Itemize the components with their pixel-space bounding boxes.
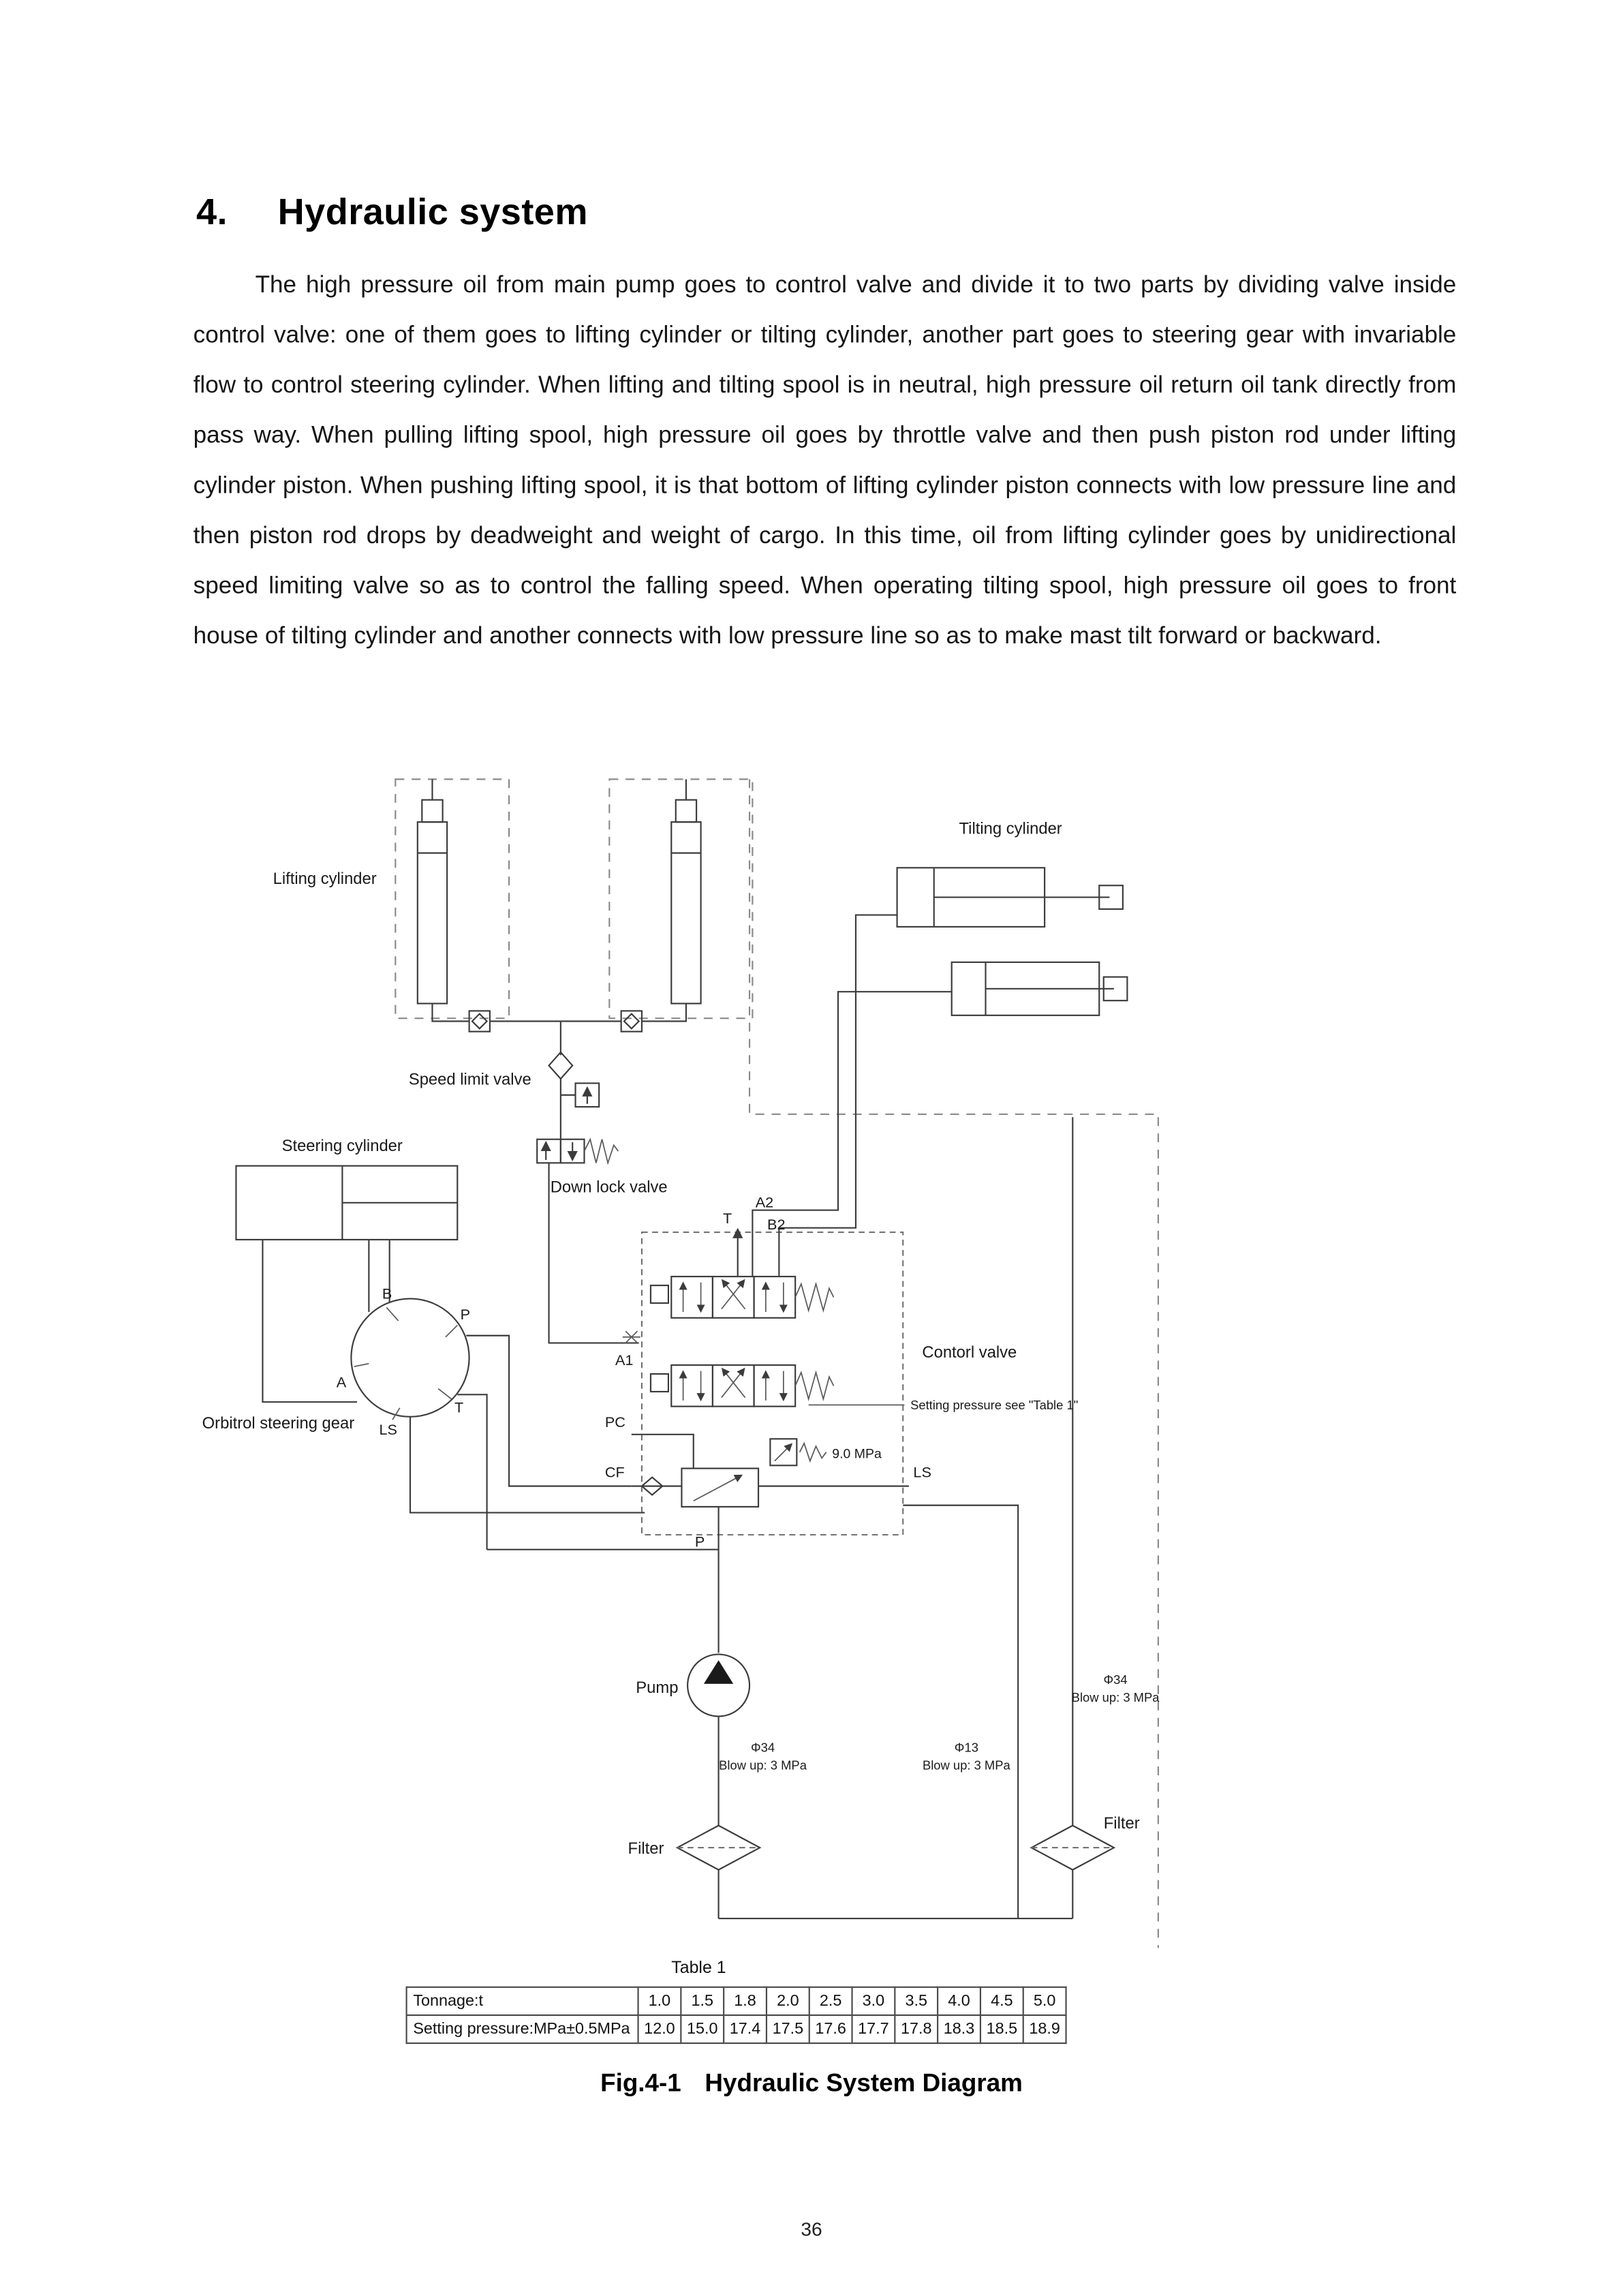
label-lifting-cylinder: Lifting cylinder xyxy=(273,870,377,889)
port-a1: A1 xyxy=(615,1351,634,1369)
annotation-blowup-left-dia: Φ34 xyxy=(750,1740,775,1755)
tonnage-cell: 2.5 xyxy=(809,1987,852,2015)
label-orbitrol-steering-gear: Orbitrol steering gear xyxy=(202,1414,355,1433)
down-lock-valve-symbol xyxy=(537,1139,640,1343)
label-relief-pressure: 9.0 MPa xyxy=(832,1446,882,1462)
annotation-blowup-left-text: Blow up: 3 MPa xyxy=(719,1758,807,1773)
tonnage-cell: 3.5 xyxy=(895,1987,938,2015)
tonnage-cell: 3.0 xyxy=(852,1987,895,2015)
annotation-blowup-return-text: Blow up: 3 MPa xyxy=(922,1758,1010,1773)
table-title: Table 1 xyxy=(671,1959,726,1978)
annotation-blowup-return-dia: Φ13 xyxy=(954,1740,978,1755)
port-b2: B2 xyxy=(767,1215,786,1233)
steering-cylinder-symbol xyxy=(236,1166,457,1402)
pressure-row-label: Setting pressure:MPa±0.5MPa xyxy=(407,2015,638,2043)
port-ls: LS xyxy=(379,1420,398,1438)
tonnage-cell: 4.0 xyxy=(938,1987,980,2015)
pressure-cell: 17.8 xyxy=(895,2015,938,2043)
filter-left-symbol xyxy=(677,1826,760,1918)
port-a2: A2 xyxy=(755,1193,774,1211)
pressure-cell: 18.9 xyxy=(1023,2015,1066,2043)
pressure-cell: 17.4 xyxy=(724,2015,767,2043)
pressure-row xyxy=(407,2015,1066,2043)
figure-number: Fig.4-1 xyxy=(600,2068,681,2098)
label-control-valve: Contorl valve xyxy=(922,1343,1017,1362)
annotation-blowup-right-text: Blow up: 3 MPa xyxy=(1071,1689,1160,1704)
label-down-lock-valve: Down lock valve xyxy=(550,1178,668,1197)
filter-right-symbol xyxy=(1032,1826,1114,1870)
settings-table xyxy=(405,1987,1066,2044)
page-title xyxy=(196,192,588,235)
plug-mark xyxy=(623,1331,640,1343)
hydraulic-diagram xyxy=(0,767,1623,1978)
label-filter-left: Filter xyxy=(628,1839,664,1858)
port-p: P xyxy=(460,1305,471,1323)
section-number: 4. xyxy=(196,192,228,234)
figure-title: Hydraulic System Diagram xyxy=(705,2068,1023,2098)
label-speed-limit-valve: Speed limit valve xyxy=(408,1070,531,1089)
tonnage-cell: 2.0 xyxy=(767,1987,809,2015)
tilting-cylinder-symbol xyxy=(752,868,1127,1276)
pump-symbol xyxy=(487,1507,749,1826)
tonnage-row-label: Tonnage:t xyxy=(407,1987,638,2015)
pressure-cell: 15.0 xyxy=(681,2015,724,2043)
port-a: A xyxy=(336,1373,347,1391)
annotation-blowup-right-dia: Φ34 xyxy=(1103,1672,1128,1687)
pressure-cell: 17.5 xyxy=(767,2015,809,2043)
label-pump: Pump xyxy=(636,1678,679,1697)
tonnage-cell: 1.0 xyxy=(638,1987,681,2015)
control-valve-symbol xyxy=(410,1231,909,1513)
tonnage-cell: 1.5 xyxy=(681,1987,724,2015)
tonnage-cell: 1.8 xyxy=(724,1987,767,2015)
port-cf: CF xyxy=(604,1463,625,1481)
port-pc: PC xyxy=(604,1413,625,1430)
pressure-cell: 18.5 xyxy=(980,2015,1023,2043)
speed-limit-valve-symbol xyxy=(549,1052,600,1139)
port-p-bottom: P xyxy=(694,1533,705,1550)
page-number: 36 xyxy=(801,2218,822,2241)
diagram-labels xyxy=(202,819,1160,1857)
tonnage-cell: 4.5 xyxy=(980,1987,1023,2015)
pressure-cell: 17.7 xyxy=(852,2015,895,2043)
tonnage-cell: 5.0 xyxy=(1023,1987,1066,2015)
label-tilting-cylinder: Tilting cylinder xyxy=(959,819,1062,838)
label-setting-pressure-note: Setting pressure see "Table 1" xyxy=(910,1398,1079,1413)
pressure-cell: 18.3 xyxy=(938,2015,980,2043)
return-lines xyxy=(719,1117,1073,1918)
label-filter-right: Filter xyxy=(1103,1813,1140,1833)
figure-caption xyxy=(0,2069,1623,2098)
section-title: Hydraulic system xyxy=(277,192,588,234)
diagram-svg xyxy=(0,767,1623,1978)
lifting-cylinder-symbol xyxy=(418,779,701,1055)
label-steering-cylinder: Steering cylinder xyxy=(281,1137,403,1156)
port-t: T xyxy=(454,1398,464,1416)
port-b: B xyxy=(382,1285,392,1302)
body-paragraph: The high pressure oil from main pump goes to control valve and divide it to two parts by dividing valve inside control valve: one of them goes to lifting cylinder or tilting cylinder, another part goes to steering gear with invariable flow to control steering cylinder. When lifting and tilting spool is in neutral, high pressure oil return oil tank directly from pass way. When pulling lifting spool, high pressure oil goes by throttle valve and then push piston rod under lifting cylinder piston. When pushing lifting spool, it is that bottom of lifting cylinder piston connects with low pressure line and then piston rod drops by deadweight and weight of cargo. In this time, oil from lifting cylinder goes by unidirectional speed limiting valve so as to control the falling speed. When operating tilting spool, high pressure oil goes to front house of tilting cylinder and another connects with low pressure line so as to make mast tilt forward or backward. xyxy=(193,271,1457,649)
boundary-dashes xyxy=(395,779,1158,1948)
pressure-cell: 17.6 xyxy=(809,2015,852,2043)
port-ls-right: LS xyxy=(913,1463,931,1481)
port-t-top: T xyxy=(723,1210,732,1227)
tonnage-row xyxy=(407,1987,1066,2015)
pressure-cell: 12.0 xyxy=(638,2015,681,2043)
